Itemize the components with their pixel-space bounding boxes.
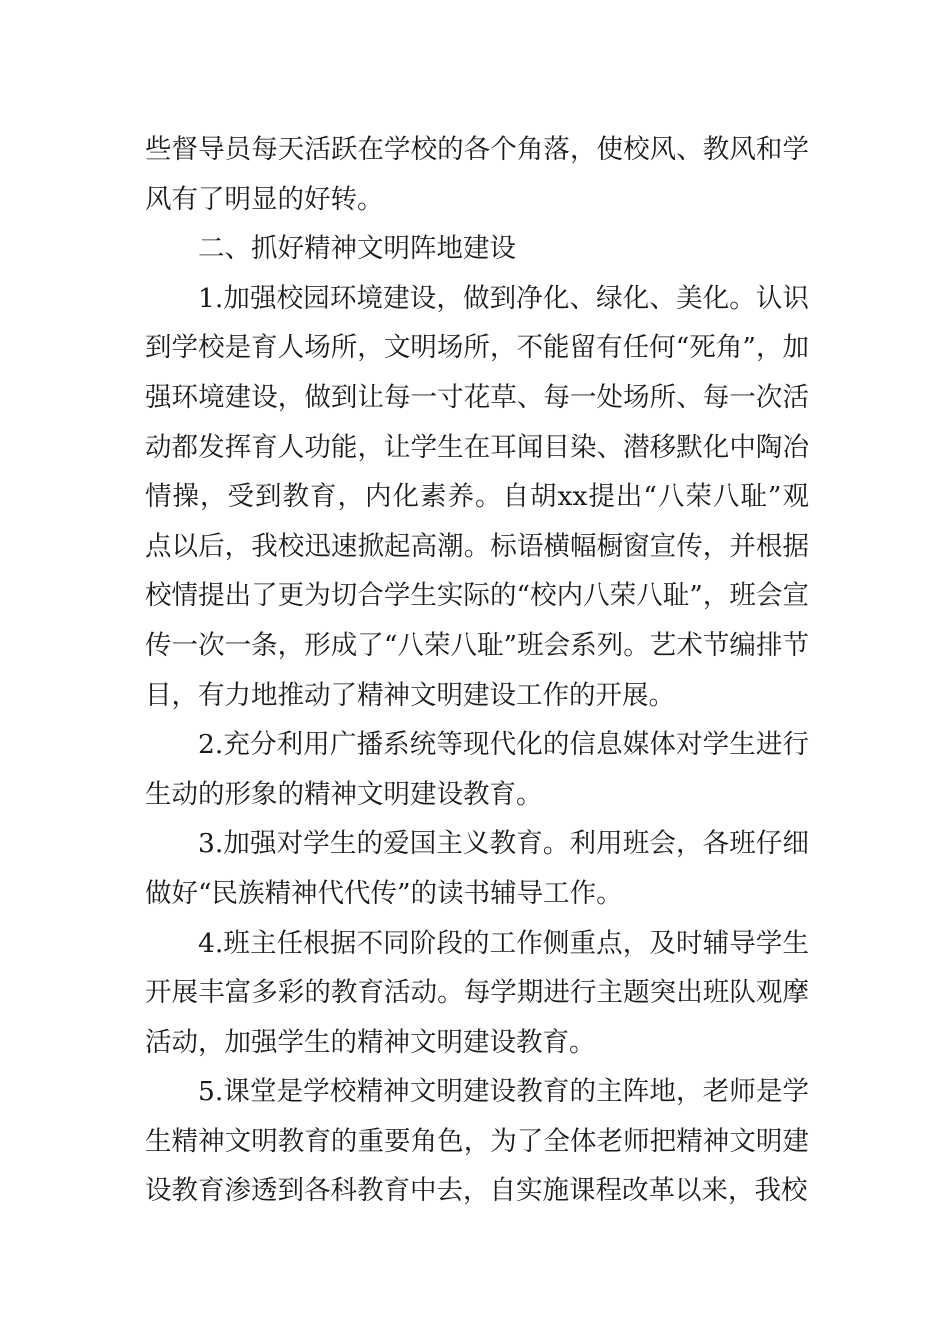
paragraph-item-4: 4.班主任根据不同阶段的工作侧重点，及时辅导学生开展丰富多彩的教育活动。每学期进行主题突出班队观摩活动，加强学生的精神文明建设教育。 [145, 927, 809, 1058]
paragraph-item-3: 3.加强对学生的爱国主义教育。利用班会，各班仔细做好“民族精神代代传”的读书辅导工作。 [145, 828, 809, 909]
document-body [145, 125, 809, 1216]
paragraph-item-2: 2.充分利用广播系统等现代化的信息媒体对学生进行生动的形象的精神文明建设教育。 [145, 729, 809, 810]
paragraph-item-1: 1.加强校园环境建设，做到净化、绿化、美化。认识到学校是育人场所，文明场所，不能留有任何“死角”，加强环境建设，做到让每一寸花草、每一处场所、每一次活动都发挥育人功能，让学生在耳闻目染、潜移默化中陶冶情操，受到教育，内化素养。自胡xx提出“八荣八耻”观点以后，我校迅速掀起高潮。标语横幅橱窗宣传，并根据校情提出了更为切合学生实际的“校内八荣八耻”，班会宣传一次一条，形成了“八荣八耻”班会系列。艺术节编排节目，有力地推动了精神文明建设工作的开展。 [145, 282, 809, 711]
paragraph-item-5: 5.课堂是学校精神文明建设教育的主阵地，老师是学生精神文明教育的重要角色，为了全体老师把精神文明建设教育渗透到各科教育中去，自实施课程改革以来，我校 [145, 1076, 809, 1207]
section-heading: 二、抓好精神文明阵地建设 [198, 233, 516, 265]
paragraph-continuation: 些督导员每天活跃在学校的各个角落，使校风、教风和学风有了明显的好转。 [145, 134, 809, 215]
